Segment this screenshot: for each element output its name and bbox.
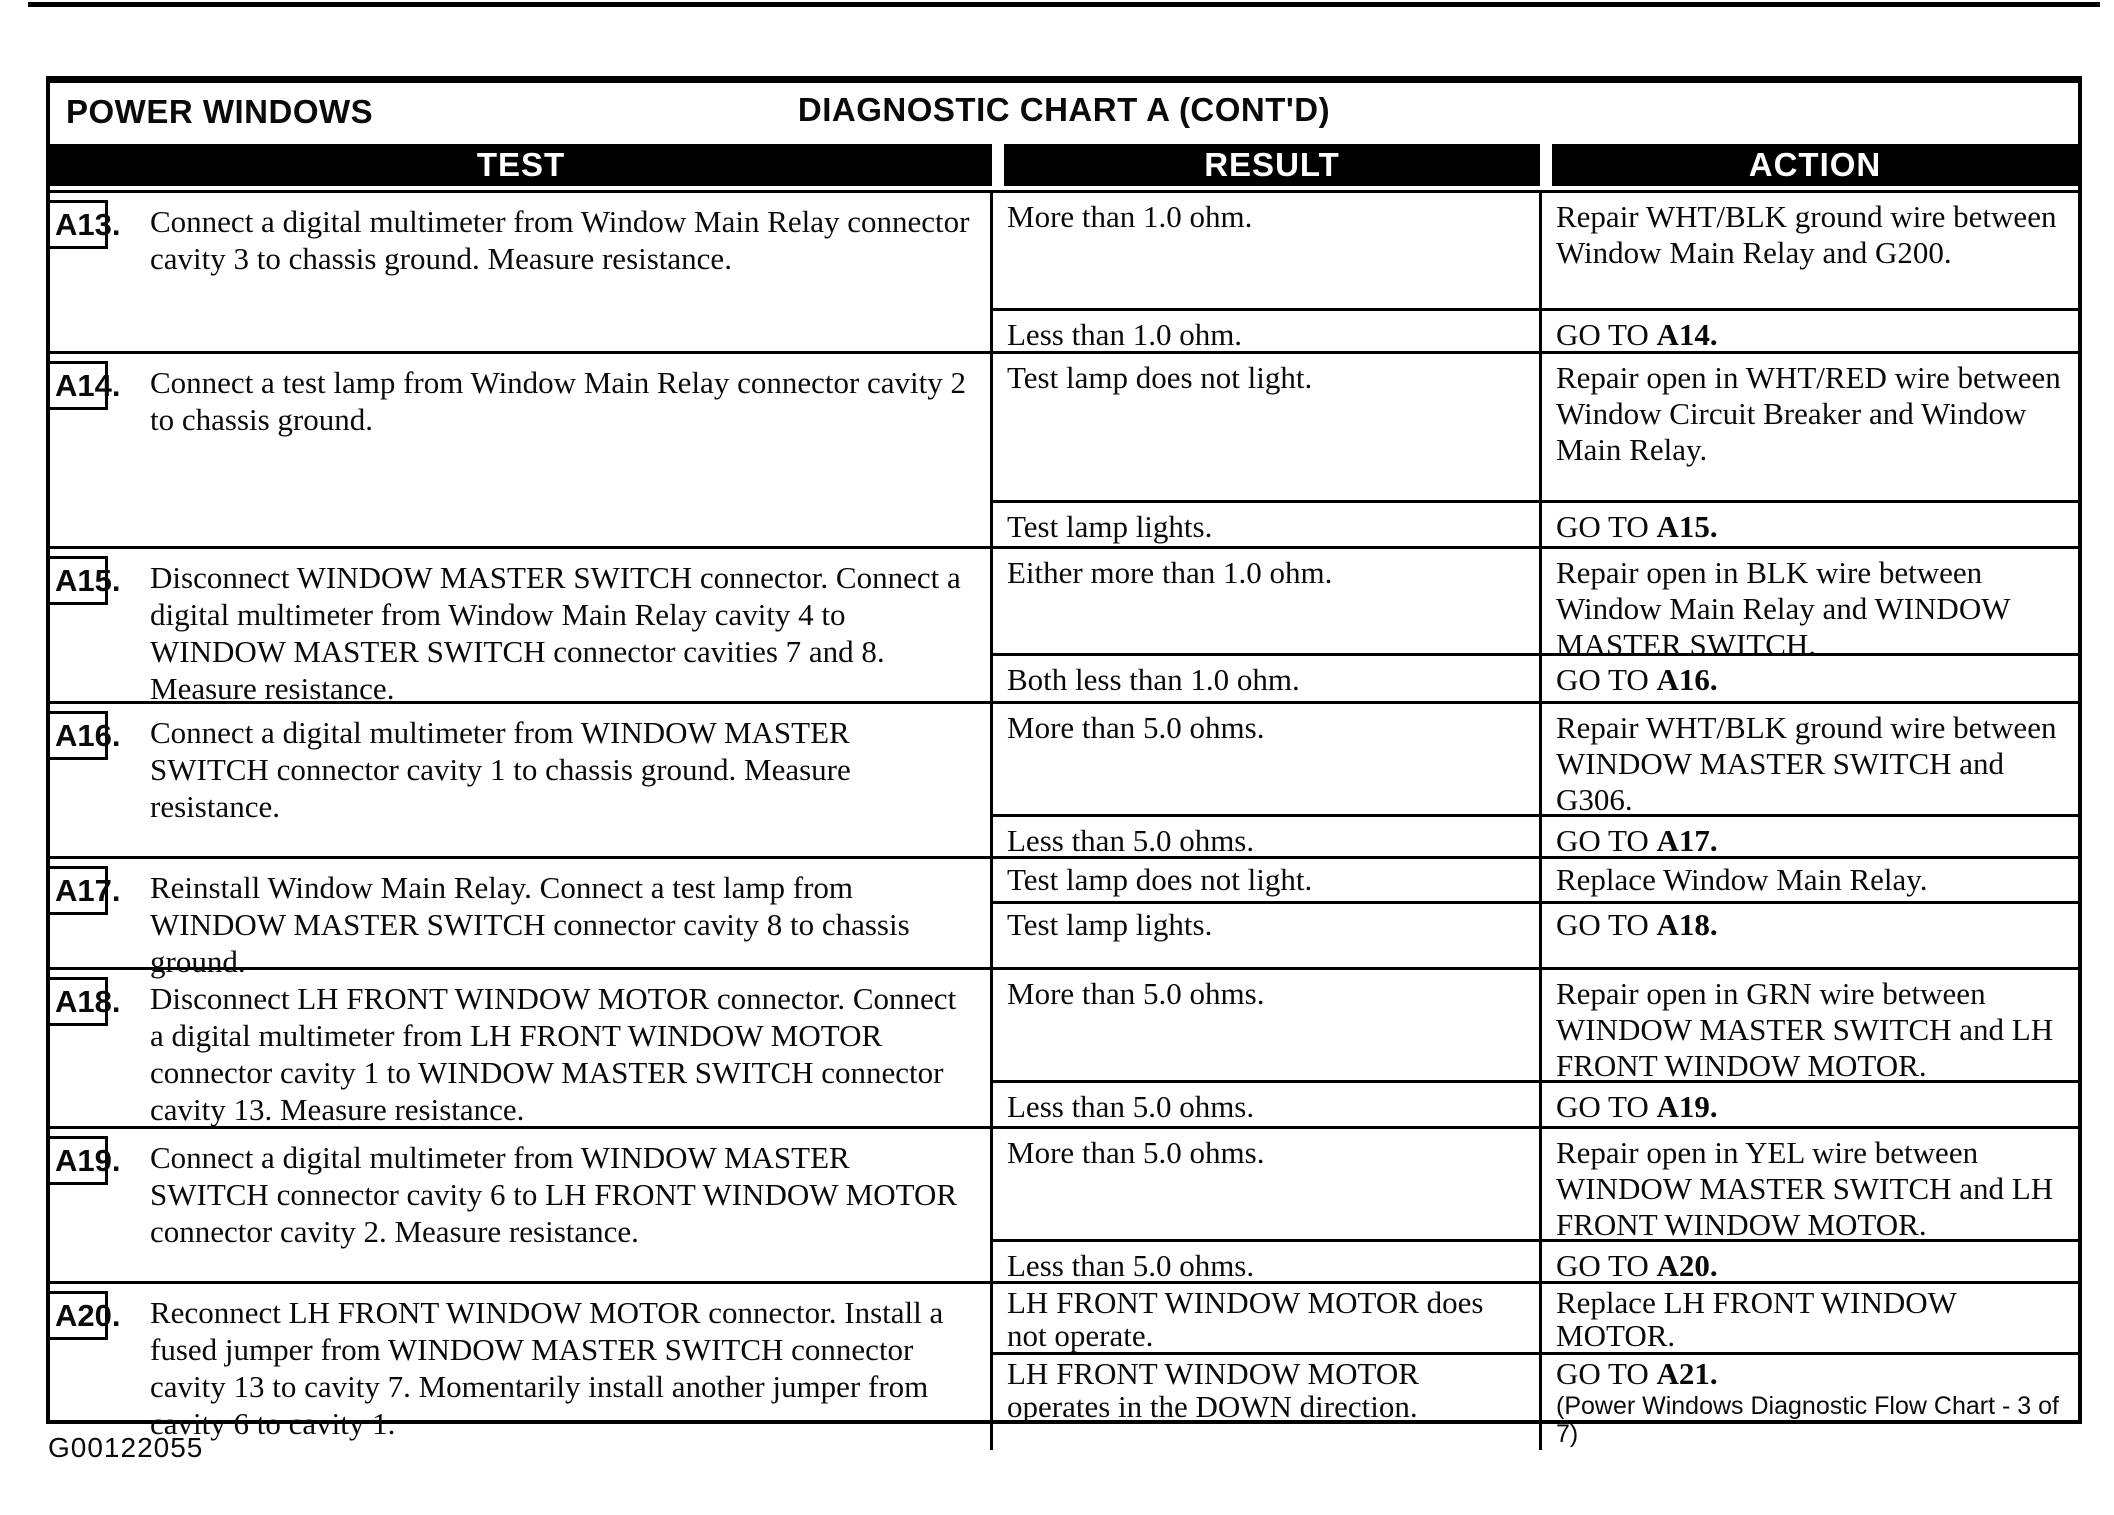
- action-text: GO TO: [1556, 1248, 1657, 1283]
- result-action-group: [990, 1284, 2078, 1448]
- result-action-group: [990, 1129, 2078, 1281]
- subrow: [990, 1239, 2078, 1286]
- test-description: Reinstall Window Main Relay. Connect a test lamp from WINDOW MASTER SWITCH connector cavity 8 to chassis ground.: [150, 870, 910, 979]
- action-text: Repair open in YEL wire between WINDOW MASTER SWITCH and LH FRONT WINDOW MOTOR.: [1556, 1135, 2054, 1242]
- subrow: [990, 859, 2078, 901]
- test-description: Connect a digital multimeter from Window Main Relay connector cavity 3 to chassis ground. Measure resistance.: [150, 204, 970, 276]
- test-description: Connect a test lamp from Window Main Relay connector cavity 2 to chassis ground.: [150, 365, 967, 437]
- action-goto-target: A17.: [1656, 823, 1718, 858]
- step-id-box: A15.: [46, 556, 108, 605]
- result-action-group: [990, 354, 2078, 546]
- test-cell: [50, 1284, 990, 1441]
- action-text: GO TO: [1556, 662, 1657, 697]
- test-cell: [50, 549, 990, 706]
- action-cell: [1542, 704, 2078, 817]
- action-text: Repair open in GRN wire between WINDOW MASTER SWITCH and LH FRONT WINDOW MOTOR.: [1556, 976, 2054, 1083]
- scan-artifact-top-line: [28, 2, 2100, 7]
- step-id-box: A14.: [46, 361, 108, 410]
- table-row-a14: [50, 351, 2078, 546]
- step-id-box: A13.: [46, 200, 108, 249]
- action-cell: [1542, 970, 2078, 1083]
- subrow: [990, 704, 2078, 817]
- subrow: [990, 1352, 2078, 1450]
- result-action-group: [990, 970, 2078, 1126]
- test-cell: [50, 970, 990, 1126]
- test-description: Connect a digital multimeter from WINDOW MASTER SWITCH connector cavity 1 to chassis ground. Measure resistance.: [150, 715, 851, 824]
- action-cell: [1542, 904, 2078, 967]
- action-goto-target: A15.: [1656, 509, 1718, 544]
- action-cell: [1542, 1242, 2078, 1286]
- action-text: GO TO: [1556, 907, 1657, 942]
- action-text: Repair WHT/BLK ground wire between WINDOW MASTER SWITCH and G306.: [1556, 710, 2057, 817]
- test-description: Reconnect LH FRONT WINDOW MOTOR connector. Install a fused jumper from WINDOW MASTER SWITCH connector cavity 13 to cavity 7. Momentarily install another jumper from cavity 6 to cavity 1.: [150, 1295, 944, 1441]
- result-cell: Less than 1.0 ohm.: [990, 311, 1542, 355]
- result-cell: Either more than 1.0 ohm.: [990, 549, 1542, 653]
- action-cell: [1542, 503, 2078, 547]
- action-text: Repair open in BLK wire between Window Main Relay and WINDOW MASTER SWITCH.: [1556, 555, 2010, 662]
- action-goto-target: A18.: [1656, 907, 1718, 942]
- test-cell: [50, 354, 990, 546]
- action-text: Repair WHT/BLK ground wire between Window Main Relay and G200.: [1556, 199, 2057, 270]
- result-cell: Less than 5.0 ohms.: [990, 1083, 1542, 1127]
- action-text: Replace Window Main Relay.: [1556, 862, 1928, 897]
- subrow: [990, 1284, 2078, 1352]
- result-action-group: [990, 704, 2078, 856]
- result-action-group: [990, 549, 2078, 701]
- action-cell: [1542, 354, 2078, 500]
- column-header-test: TEST: [50, 144, 992, 186]
- test-cell: [50, 193, 990, 351]
- result-cell: Test lamp lights.: [990, 904, 1542, 967]
- subrow: [990, 500, 2078, 547]
- figure-id: G00122055: [48, 1432, 204, 1463]
- result-cell: Test lamp does not light.: [990, 859, 1542, 901]
- action-text: Repair open in WHT/RED wire between Window Circuit Breaker and Window Main Relay.: [1556, 360, 2061, 467]
- action-goto-target: A19.: [1656, 1089, 1718, 1124]
- subrow: [990, 354, 2078, 500]
- result-action-group: [990, 193, 2078, 351]
- subrow: [990, 1080, 2078, 1127]
- section-title: POWER WINDOWS: [66, 93, 374, 130]
- step-id-box: A16.: [46, 711, 108, 760]
- chart-title: DIAGNOSTIC CHART A (CONT'D): [797, 91, 1331, 128]
- action-cell: [1542, 1355, 2078, 1450]
- action-cell: [1542, 193, 2078, 308]
- subrow: [990, 308, 2078, 355]
- step-id-box: A19.: [46, 1136, 108, 1185]
- action-text: GO TO: [1556, 1089, 1657, 1124]
- subrow: [990, 814, 2078, 861]
- table-row-a17: [50, 856, 2078, 979]
- subrow: [990, 549, 2078, 662]
- action-goto-target: A14.: [1656, 317, 1718, 352]
- result-cell: LH FRONT WINDOW MOTOR operates in the DOWN direction.: [990, 1355, 1542, 1450]
- result-cell: LH FRONT WINDOW MOTOR does not operate.: [990, 1284, 1542, 1352]
- table-row-a16: [50, 701, 2078, 856]
- test-description: Connect a digital multimeter from WINDOW MASTER SWITCH connector cavity 6 to LH FRONT WINDOW MOTOR connector cavity 2. Measure resistance.: [150, 1140, 958, 1249]
- action-cell: [1542, 1129, 2078, 1242]
- action-text: GO TO: [1556, 317, 1657, 352]
- subrow: [990, 1129, 2078, 1242]
- action-note: (Power Windows Diagnostic Flow Chart - 3 of 7): [1556, 1392, 2059, 1448]
- result-cell: More than 5.0 ohms.: [990, 1129, 1542, 1239]
- result-cell: Test lamp lights.: [990, 503, 1542, 547]
- result-cell: Less than 5.0 ohms.: [990, 1242, 1542, 1286]
- action-goto-target: A20.: [1656, 1248, 1718, 1283]
- result-cell: Both less than 1.0 ohm.: [990, 656, 1542, 701]
- test-description: Disconnect LH FRONT WINDOW MOTOR connector. Connect a digital multimeter from LH FRONT WINDOW MOTOR connector cavity 1 to WINDOW MASTER SWITCH connector cavity 13. Measure resistance.: [150, 981, 957, 1127]
- action-goto-target: A21.: [1656, 1356, 1718, 1391]
- table-row-a15: [50, 546, 2078, 706]
- subrow: [990, 901, 2078, 967]
- column-header-bars: [50, 139, 2078, 190]
- subrow: [990, 193, 2078, 308]
- action-cell: [1542, 1284, 2078, 1352]
- action-text: GO TO: [1556, 509, 1657, 544]
- result-cell: Test lamp does not light.: [990, 354, 1542, 500]
- action-cell: [1542, 1083, 2078, 1127]
- subrow: [990, 653, 2078, 701]
- result-cell: More than 5.0 ohms.: [990, 704, 1542, 814]
- result-cell: More than 1.0 ohm.: [990, 193, 1542, 308]
- test-description: Disconnect WINDOW MASTER SWITCH connector. Connect a digital multimeter from Window Main Relay cavity 4 to WINDOW MASTER SWITCH connector cavities 7 and 8. Measure resistance.: [150, 560, 961, 706]
- column-header-action: ACTION: [1552, 144, 2078, 186]
- action-cell: [1542, 817, 2078, 861]
- table-row-a19: [50, 1126, 2078, 1281]
- action-cell: [1542, 859, 2078, 901]
- test-cell: [50, 704, 990, 856]
- subrow: [990, 970, 2078, 1083]
- column-header-result: RESULT: [1004, 144, 1540, 186]
- action-goto-target: A16.: [1656, 662, 1718, 697]
- test-cell: [50, 859, 990, 979]
- table-title-row: [50, 83, 2078, 139]
- step-id-box: A20.: [46, 1291, 108, 1340]
- action-text: Replace LH FRONT WINDOW MOTOR.: [1556, 1285, 1957, 1353]
- table-row-a13: [50, 190, 2078, 351]
- result-action-group: [990, 859, 2078, 967]
- result-cell: Less than 5.0 ohms.: [990, 817, 1542, 861]
- result-cell: More than 5.0 ohms.: [990, 970, 1542, 1080]
- table-row-a18: [50, 967, 2078, 1126]
- step-id-box: A18.: [46, 977, 108, 1026]
- test-cell: [50, 1129, 990, 1281]
- action-text: GO TO: [1556, 823, 1657, 858]
- action-cell: [1542, 549, 2078, 662]
- action-cell: [1542, 656, 2078, 701]
- action-cell: [1542, 311, 2078, 355]
- step-id-box: A17.: [46, 866, 108, 915]
- action-text: GO TO: [1556, 1356, 1657, 1391]
